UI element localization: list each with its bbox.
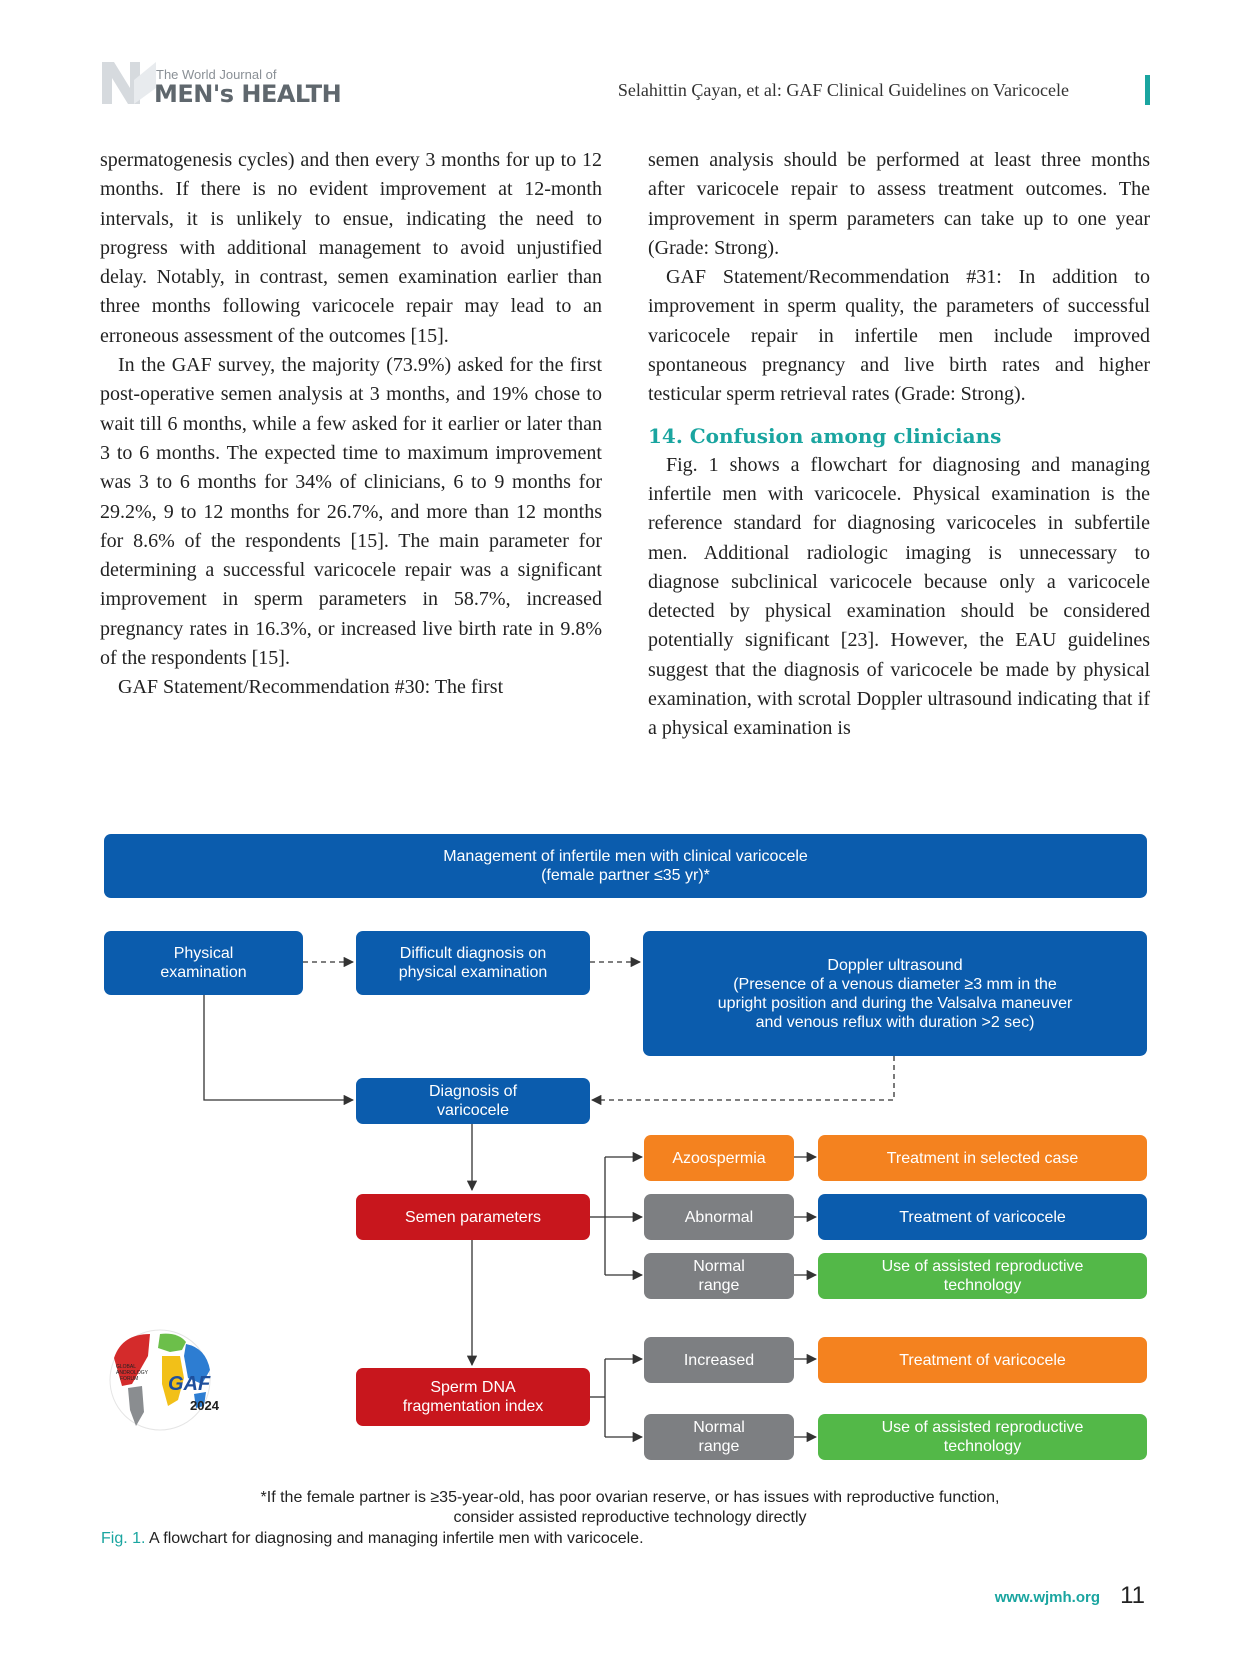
running-head: Selahittin Çayan, et al: GAF Clinical Guidelines on Varicocele (617, 80, 1069, 100)
arrow-doppler-to-diagnosis (592, 1056, 894, 1100)
section-heading: 14. Confusion among clinicians (648, 423, 1002, 448)
node-azoospermia: Azoospermia (644, 1135, 794, 1181)
gaf-logo-year: 2024 (190, 1398, 219, 1413)
paragraph: semen analysis should be performed at least three months after varicocele repair to assess treatment outcomes. The improvement in sperm parameters can take up to one year (Grade: Strong). (648, 149, 1150, 259)
node-physical-examination: Physical examination (104, 931, 303, 995)
node-semen-parameters: Semen parameters (356, 1194, 590, 1240)
node-treatment-of-varicocele-sdf: Treatment of varicocele (818, 1337, 1147, 1383)
journal-name-small: The World Journal of (156, 67, 277, 82)
journal-name: MEN's HEALTH (154, 80, 342, 108)
node-treatment-selected-case: Treatment in selected case (818, 1135, 1147, 1181)
gaf-logo-text-3: FORUM (120, 1376, 139, 1382)
node-increased: Increased (644, 1337, 794, 1383)
gaf-logo-text-1: GLOBAL (116, 1364, 137, 1370)
gaf-globe-logo-icon (102, 1326, 226, 1432)
node-doppler-ultrasound: Doppler ultrasound (Presence of a venous diameter ≥3 mm in the upright position and during the Valsalva maneuver and venous reflux with duration >2 sec) (643, 931, 1147, 1056)
gaf-logo-text-4: GAF (168, 1373, 211, 1395)
figure-label: Fig. 1. (101, 1530, 146, 1547)
gaf-logo-text-2: ANDROLOGY (116, 1370, 148, 1376)
figure-caption (101, 1530, 644, 1548)
page-number: 11 (1120, 1582, 1145, 1609)
arrow-physical-to-diagnosis (204, 995, 353, 1100)
node-abnormal: Abnormal (644, 1194, 794, 1240)
paragraph: Fig. 1 shows a flowchart for diagnosing and managing infertile men with varicocele. Physical examination is the reference standard for diagnosing varicoceles in subfertile men. Additional radiologic imaging is unnecessary to diagnose subclinical varicocele because only a varicocele detected by physical examination should be considered potentially significant [23]. However, the EAU guidelines suggest that the diagnosis of varicocele be made by physical examination, with scrotal Doppler ultrasound indicating that if a physical examination is (648, 453, 1150, 740)
node-assisted-reproductive-technology-sdf: Use of assisted reproductive technology (818, 1414, 1147, 1460)
figure-caption-text: A flowchart for diagnosing and managing infertile men with varicocele. (149, 1530, 644, 1547)
figure-footnote: *If the female partner is ≥35-year-old, has poor ovarian reserve, or has issues with reproductive function, consider assisted reproductive technology directly (260, 1489, 1000, 1526)
paragraph: GAF Statement/Recommendation #30: The first (118, 676, 504, 699)
node-treatment-of-varicocele: Treatment of varicocele (818, 1194, 1147, 1240)
node-diagnosis-of-varicocele: Diagnosis of varicocele (356, 1078, 590, 1124)
paragraph: In the GAF survey, the majority (73.9%) asked for the first post-operative semen analysis at 3 months, and 19% chose to wait till 6 months, while a few asked for it earlier or later than 3 to 6 months. The expected time to maximum improvement was 3 to 6 months for 34% of clinicians, 6 to 9 months for 29.2%, 9 to 12 months for 26.7%, and more than 12 months for 8.6% of the respondents [15]. The main parameter for determining a successful varicocele repair was a significant improvement in sperm parameters in 58.7%, increased pregnancy rates in 16.3%, or increased live birth rate in 9.8% of the respondents [15]. (100, 354, 602, 670)
paragraph: GAF Statement/Recommendation #31: In addition to improvement in sperm quality, the parameters of successful varicocele repair in infertile men include improved spontaneous pregnancy and live birth rates and higher testicular sperm retrieval rates (Grade: Strong). (648, 266, 1150, 406)
node-difficult-diagnosis: Difficult diagnosis on physical examination (356, 931, 590, 995)
paragraph: spermatogenesis cycles) and then every 3 months for up to 12 months. If there is no evident improvement at 12-month intervals, it is unlikely to ensue, indicating the need to progress with additional management to avoid unjustified delay. Notably, in contrast, semen examination earlier than three months following varicocele repair may lead to an erroneous assessment of the outcomes [15]. (100, 149, 602, 347)
node-normal-range-sdf: Normal range (644, 1414, 794, 1460)
flow-title-box: Management of infertile men with clinical varicocele (female partner ≤35 yr)* (104, 834, 1147, 898)
node-sperm-dna-fragmentation: Sperm DNA fragmentation index (356, 1368, 590, 1426)
node-normal-range: Normal range (644, 1253, 794, 1299)
journal-url[interactable]: www.wjmh.org (994, 1589, 1100, 1606)
node-assisted-reproductive-technology: Use of assisted reproductive technology (818, 1253, 1147, 1299)
